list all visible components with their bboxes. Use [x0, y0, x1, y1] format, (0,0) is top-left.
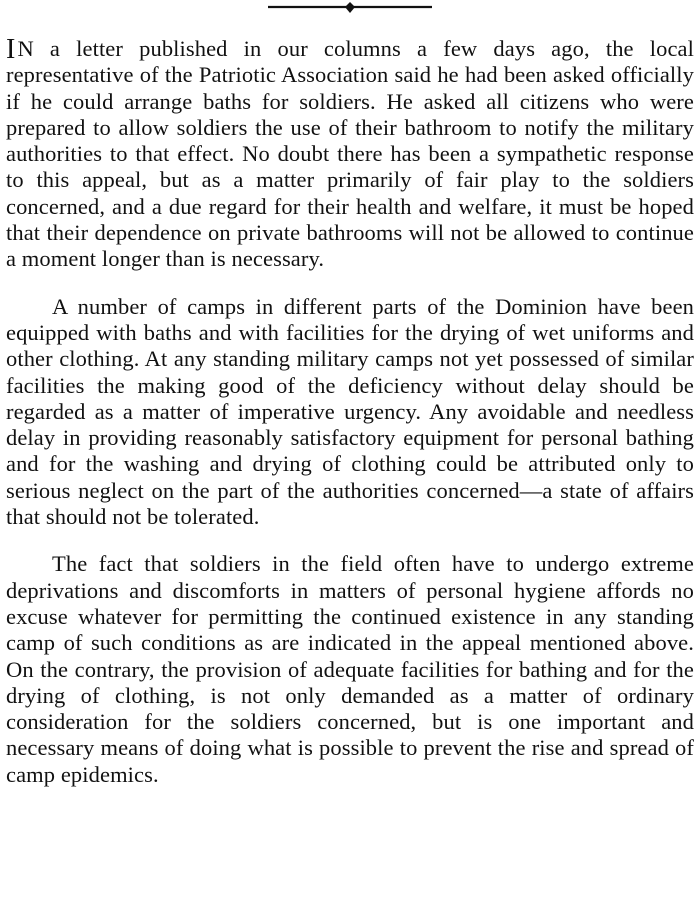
drop-cap-letter: I — [6, 34, 16, 65]
article-paragraph-1 — [6, 36, 694, 273]
article-paragraph-2: A number of camps in different parts of the Dominion have been equipped with baths and with facilities for the drying of wet uniforms and other clothing. At any standing military camps not yet possessed of similar facilities the making good of the deficiency without delay should be regarded as a matter of imperative urgency. Any avoidable and needless delay in providing reasonably satisfactory equipment for personal bathing and for the washing and drying of clothing could be attributed only to serious neglect on the part of the authorities concerned—a state of affairs that should not be tolerated. — [6, 293, 694, 530]
paragraph-1-text: N a letter published in our columns a few days ago, the local representative of the Patriotic Association said he had been asked officially if he could arrange baths for soldiers. He asked all citizens who were prepared to allow soldiers the use of their bathroom to notify the military authorities to that effect. No doubt there has been a sympathetic response to this appeal, but as a matter primarily of fair play to the soldiers concerned, and a due regard for their health and welfare, it must be hoped that their dependence on private bathrooms will not be allowed to continue a moment longer than is necessary. — [6, 36, 694, 272]
divider-ornament-icon — [268, 0, 432, 16]
editorial-article — [6, 36, 694, 788]
article-paragraph-3: The fact that soldiers in the field often have to undergo extreme deprivations and discomforts in matters of personal hygiene affords no excuse whatever for permitting the continued existence in any standing camp of such conditions as are indicated in the appeal mentioned above. On the contrary, the provision of adequate facilities for bathing and for the drying of clothing, is not only demanded as a matter of ordinary consideration for the soldiers concerned, but is one important and necessary means of doing what is possible to prevent the rise and spread of camp epidemics. — [6, 551, 694, 787]
